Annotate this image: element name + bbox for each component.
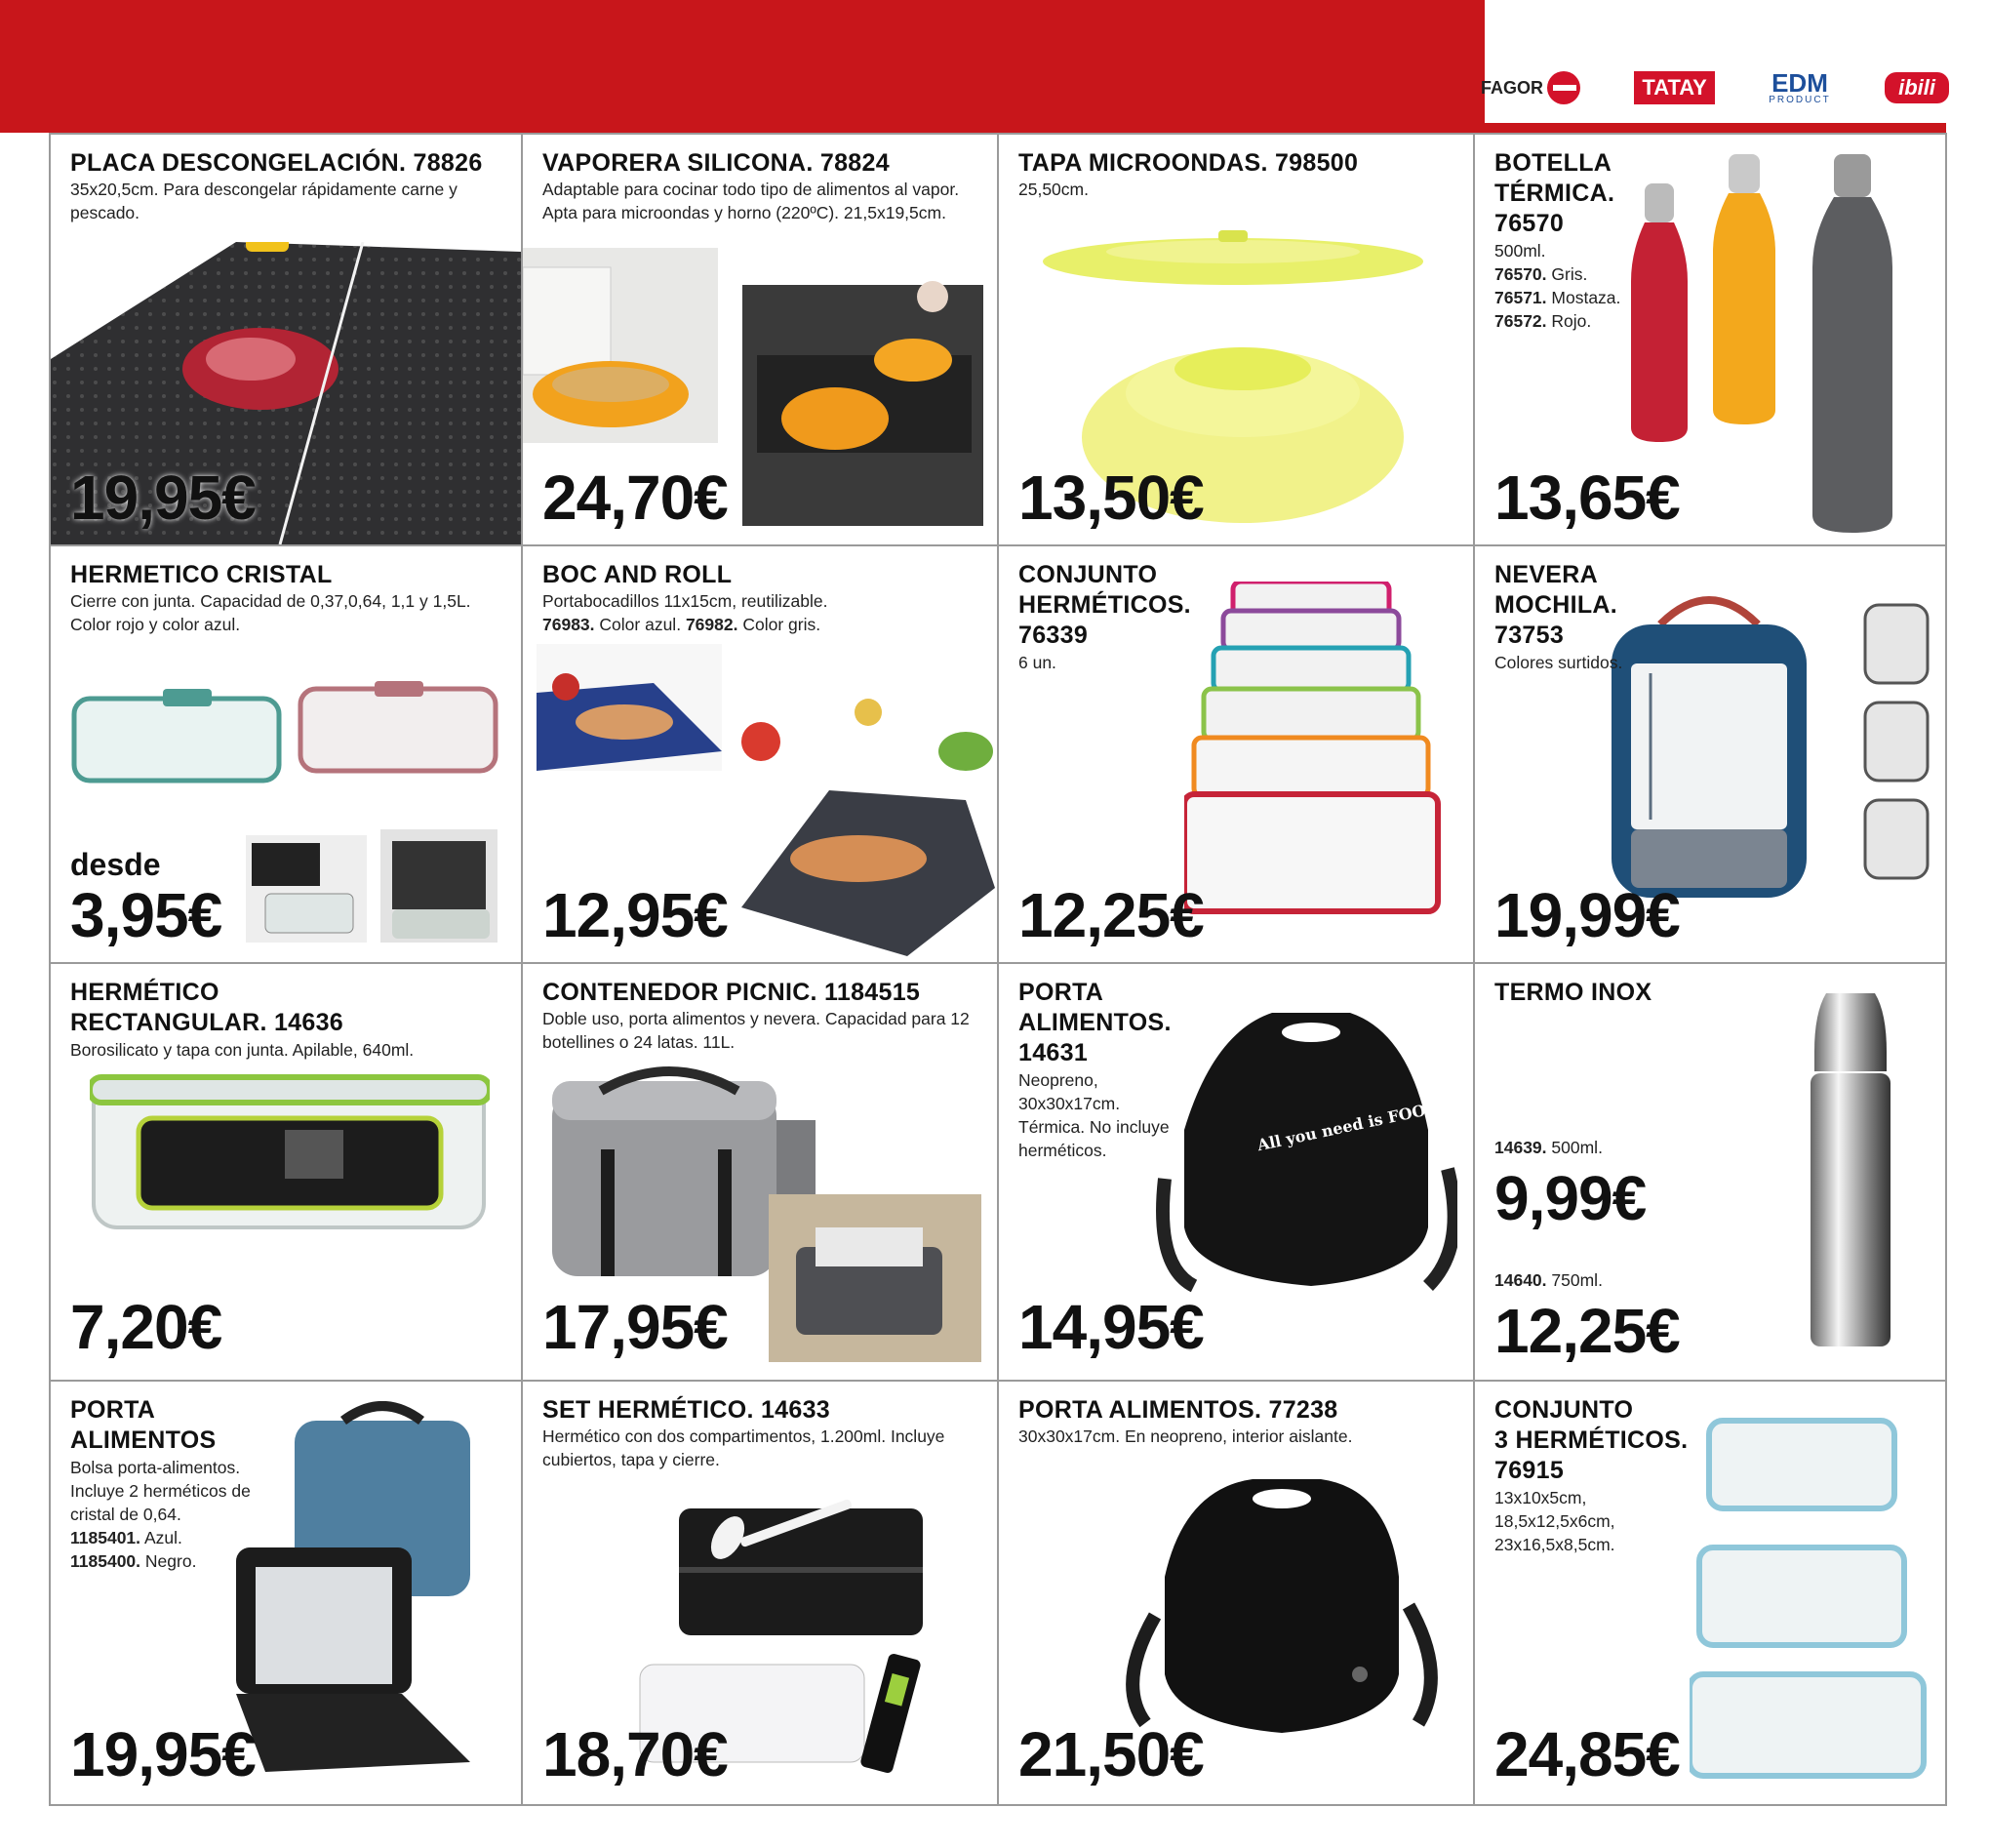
product-price: 17,95€ [542, 1292, 728, 1362]
product-description: 25,50cm. [1018, 180, 1089, 199]
neoprene-lunch-bag-image [1106, 1469, 1448, 1752]
ibili-logo: ibili [1885, 72, 1949, 103]
product-description: 6 un. [1018, 653, 1056, 672]
product-title: PORTA ALIMENTOS. 77238 [1018, 1396, 1338, 1424]
edm-logo: EDM PRODUCT [1769, 68, 1831, 105]
product-price: 19,99€ [1494, 880, 1680, 950]
product-price: 13,65€ [1494, 462, 1680, 533]
brand-logos [1481, 66, 1949, 109]
variant-info: 14639. 500ml. [1494, 1138, 1603, 1157]
product-title: TAPA MICROONDAS. 798500 [1018, 149, 1359, 177]
product-card[interactable] [523, 546, 997, 962]
product-description: 500ml. 76570. Gris. 76571. Mostaza. 76572. Rojo. [1494, 241, 1621, 331]
product-price: 19,95€ [70, 462, 256, 533]
product-price: 12,25€ [1018, 880, 1204, 950]
product-card[interactable] [523, 135, 997, 544]
product-price: 19,95€ [70, 1719, 256, 1789]
product-title: TERMO INOX [1494, 979, 1652, 1006]
product-description: 30x30x17cm. En neopreno, interior aislante. [1018, 1426, 1353, 1446]
product-price: 7,20€ [70, 1292, 222, 1362]
product-title: BOC AND ROLL [542, 561, 733, 588]
product-card[interactable] [51, 964, 521, 1380]
product-grid [49, 133, 1947, 1806]
rectangular-container-image [90, 1071, 490, 1247]
product-title: HERMETICO CRISTAL [70, 561, 333, 588]
product-description: 35x20,5cm. Para descongelar rápidamente carne y pescado. [70, 180, 458, 222]
product-card[interactable] [523, 1382, 997, 1806]
product-title: PLACA DESCONGELACIÓN. 78826 [70, 149, 483, 177]
product-card[interactable] [1475, 964, 1947, 1380]
product-card[interactable] [999, 135, 1473, 544]
fagor-logo: FAGOR [1481, 71, 1580, 104]
product-card[interactable] [1475, 1382, 1947, 1806]
product-card[interactable] [999, 546, 1473, 962]
product-price: 12,95€ [542, 880, 728, 950]
product-description: Hermético con dos compartimentos, 1.200ml. Incluye cubiertos, tapa y cierre. [542, 1426, 945, 1469]
product-price: 3,95€ [70, 880, 222, 950]
product-title: CONJUNTO HERMÉTICOS. 76339 [1018, 561, 1191, 649]
product-description: Colores surtidos. [1494, 653, 1623, 672]
fagor-mark-icon [1547, 71, 1580, 104]
product-price: 14,95€ [1018, 1292, 1204, 1362]
product-description: 13x10x5cm, 18,5x12,5x6cm, 23x16,5x8,5cm. [1494, 1488, 1615, 1554]
product-title: SET HERMÉTICO. 14633 [542, 1396, 830, 1424]
product-price: 24,85€ [1494, 1719, 1680, 1789]
product-card[interactable] [999, 964, 1473, 1380]
product-price: 21,50€ [1018, 1719, 1204, 1789]
product-description: Portabocadillos 11x15cm, reutilizable. 76983. Color azul. 76982. Color gris. [542, 591, 828, 634]
product-price: 9,99€ [1494, 1163, 1647, 1233]
stacked-containers-image [1184, 582, 1448, 943]
product-price: 24,70€ [542, 462, 728, 533]
product-card[interactable] [1475, 546, 1947, 962]
variant-info: 14640. 750ml. [1494, 1270, 1603, 1290]
tatay-logo: TATAY [1634, 71, 1714, 104]
product-description: Borosilicato y tapa con junta. Apilable, 640ml. [70, 1040, 415, 1060]
glass-container-set-image [1690, 1401, 1933, 1782]
product-title: VAPORERA SILICONA. 78824 [542, 149, 890, 177]
backpack-cooler-image [1572, 585, 1943, 907]
product-title: HERMÉTICO RECTANGULAR. 14636 [70, 979, 343, 1036]
price-prefix: desde [70, 847, 161, 882]
product-price: 12,25€ [1494, 1296, 1680, 1366]
product-description: Doble uso, porta alimentos y nevera. Capacidad para 12 botellines o 24 latas. 11L. [542, 1009, 970, 1052]
product-title: CONJUNTO 3 HERMÉTICOS. 76915 [1494, 1396, 1689, 1484]
brand-underline [1485, 123, 1946, 133]
product-card[interactable] [51, 546, 521, 962]
product-card[interactable] [999, 1382, 1473, 1806]
product-title: NEVERA MOCHILA. 73753 [1494, 561, 1617, 649]
product-description: Bolsa porta-alimentos. Incluye 2 herméticos de cristal de 0,64. 1185401. Azul. 1185400. Negro. [70, 1458, 251, 1571]
product-description: Adaptable para cocinar todo tipo de alimentos al vapor. Apta para microondas y horno (220ºC). 21,5x19,5cm. [542, 180, 960, 222]
product-price: 13,50€ [1018, 462, 1204, 533]
product-description: Neopreno, 30x30x17cm. Térmica. No incluye herméticos. [1018, 1070, 1170, 1160]
product-description: Cierre con junta. Capacidad de 0,37,0,64, 1,1 y 1,5L. Color rojo y color azul. [70, 591, 471, 634]
product-title: BOTELLA TÉRMICA. 76570 [1494, 149, 1615, 237]
product-title: CONTENEDOR PICNIC. 1184515 [542, 979, 921, 1006]
product-card[interactable] [1475, 135, 1947, 544]
svg-text:All you need is FOOD: All you need is FOOD [1255, 1098, 1441, 1155]
product-price: 18,70€ [542, 1719, 728, 1789]
product-card[interactable] [51, 135, 521, 544]
product-title: PORTA ALIMENTOS. 14631 [1018, 979, 1172, 1066]
product-card[interactable] [51, 1382, 521, 1806]
steel-thermos-image [1797, 993, 1904, 1354]
neoprene-bag-image [1155, 993, 1457, 1315]
product-title: PORTA ALIMENTOS [70, 1396, 217, 1454]
product-card[interactable] [523, 964, 997, 1380]
header-bar [0, 0, 1485, 133]
